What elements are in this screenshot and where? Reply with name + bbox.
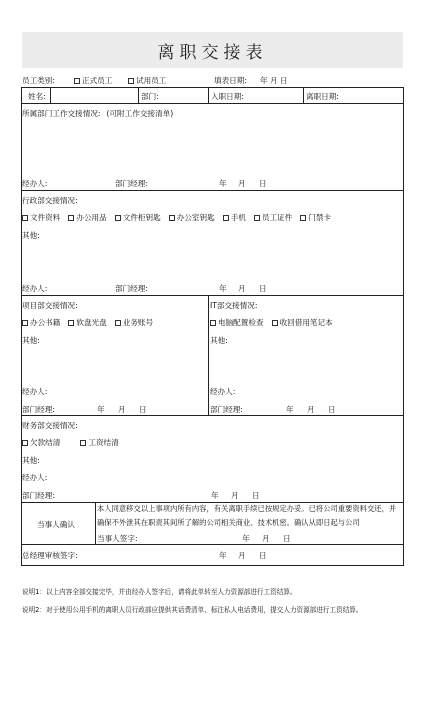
join-date-field[interactable] <box>252 88 302 102</box>
project-date-day: 日 <box>139 405 147 414</box>
dept-date-month: 月 <box>238 179 246 188</box>
checkbox-icon <box>128 78 134 84</box>
fill-date-label: 填表日期: <box>214 76 247 85</box>
admin-item[interactable]: 员工证件 <box>254 212 292 223</box>
it-handler-label: 经办人: <box>210 387 236 396</box>
party-signature-label: 当事人签字: <box>97 534 138 543</box>
admin-date-day: 日 <box>259 284 267 293</box>
admin-other-field[interactable] <box>50 228 400 278</box>
finance-handover-heading: 财务部交接情况: <box>22 421 78 430</box>
note-2: 说明2：对于使用公用手机的离职人员行政部应提供其话费清单、标注私人电话费用，提交人力资源部进行工资结算。 <box>22 606 363 614</box>
regular-employee-option[interactable]: 正式员工 <box>74 75 112 86</box>
department-label: 部门: <box>141 92 159 101</box>
finance-date-month: 月 <box>231 491 239 500</box>
checkbox-icon <box>68 215 74 221</box>
checkbox-icon <box>68 320 74 326</box>
it-items-list <box>210 317 341 328</box>
admin-item[interactable]: 门禁卡 <box>300 212 331 223</box>
dept-date-day: 日 <box>259 179 267 188</box>
admin-item[interactable]: 办公用品 <box>68 212 106 223</box>
project-manager-label: 部门经理: <box>22 405 55 414</box>
finance-date-day: 日 <box>252 491 260 500</box>
it-handover-heading: IT部交接情况: <box>210 301 258 310</box>
checkbox-icon <box>22 440 28 446</box>
checkbox-icon <box>223 215 229 221</box>
party-signature-field[interactable] <box>145 531 215 543</box>
checkbox-icon <box>272 320 278 326</box>
checkbox-icon <box>80 440 86 446</box>
dept-date-year: 年 <box>219 179 227 188</box>
it-manager-label: 部门经理: <box>210 405 243 414</box>
confirmation-statement: 本人同意移交以上事项内所有内容，有关离职手续已按规定办妥。已将公司重要资料交还，并确保不外泄其在职责其间所了解的公司相关商业、技术机密。确认从即日起与公司 <box>97 504 397 527</box>
leave-date-field[interactable] <box>348 88 402 102</box>
admin-manager-label: 部门经理: <box>115 284 148 293</box>
checkbox-icon <box>115 215 121 221</box>
finance-manager-label: 部门经理: <box>22 491 55 500</box>
project-other-label: 其他: <box>22 336 40 345</box>
confirm-date-year: 年 <box>242 534 250 543</box>
divider <box>21 295 404 296</box>
admin-item[interactable]: 文件资料 <box>22 212 60 223</box>
finance-handler-label: 经办人: <box>22 473 48 482</box>
dept-handover-heading: 所属部门工作交接情况: (可附工作交接清单) <box>22 109 174 118</box>
project-handover-heading: 项目部交接情况: <box>22 301 78 310</box>
project-handler-label: 经办人: <box>22 387 48 396</box>
finance-item[interactable]: 欠款结清 <box>22 437 60 448</box>
probation-employee-option[interactable]: 试用员工 <box>128 75 166 86</box>
gm-date-month: 月 <box>238 551 246 560</box>
dept-handler-label: 经办人: <box>22 179 48 188</box>
finance-item[interactable]: 工资结清 <box>80 437 118 448</box>
project-date-year: 年 <box>97 405 105 414</box>
page-title: 离职交接表 <box>22 32 403 68</box>
it-item[interactable]: 电脑配置检查 <box>210 317 264 328</box>
department-field[interactable] <box>162 88 207 102</box>
divider <box>208 87 209 103</box>
gm-date-day: 日 <box>259 551 267 560</box>
leave-date-label: 离职日期: <box>306 92 339 101</box>
divider <box>21 544 404 545</box>
it-date-year: 年 <box>286 405 294 414</box>
checkbox-icon <box>115 320 121 326</box>
checkbox-icon <box>210 320 216 326</box>
dept-manager-label: 部门经理: <box>115 179 148 188</box>
admin-items-list <box>22 212 339 223</box>
admin-item[interactable]: 办公室钥匙 <box>169 212 215 223</box>
admin-item[interactable]: 文件柜钥匙 <box>115 212 161 223</box>
confirm-date-day: 日 <box>283 534 291 543</box>
admin-other-label: 其他: <box>22 231 40 240</box>
admin-date-month: 月 <box>238 284 246 293</box>
project-item[interactable]: 软盘光盘 <box>68 317 106 328</box>
admin-date-year: 年 <box>219 284 227 293</box>
name-field[interactable] <box>51 88 137 102</box>
admin-handler-label: 经办人: <box>22 284 48 293</box>
divider <box>95 502 96 544</box>
checkbox-icon <box>254 215 260 221</box>
divider <box>303 87 304 103</box>
it-other-field[interactable] <box>238 333 400 378</box>
checkbox-icon <box>300 215 306 221</box>
it-date-day: 日 <box>328 405 336 414</box>
divider <box>21 415 404 416</box>
checkbox-icon <box>169 215 175 221</box>
finance-date-year: 年 <box>211 491 219 500</box>
checkbox-icon <box>22 215 28 221</box>
it-other-label: 其他: <box>210 336 228 345</box>
divider <box>138 87 139 103</box>
employee-category-label: 员工类别: <box>22 76 55 85</box>
checkbox-icon <box>74 78 80 84</box>
gm-date-year: 年 <box>219 551 227 560</box>
party-confirm-label: 当事人确认 <box>37 520 75 529</box>
confirm-date-month: 月 <box>262 534 270 543</box>
gm-signature-field[interactable] <box>85 547 205 561</box>
admin-item[interactable]: 手机 <box>223 212 246 223</box>
project-date-month: 月 <box>118 405 126 414</box>
it-item[interactable]: 收回借用笔记本 <box>272 317 333 328</box>
divider <box>21 103 404 104</box>
join-date-label: 入职日期: <box>211 92 244 101</box>
project-item[interactable]: 业务账号 <box>115 317 153 328</box>
divider <box>21 190 404 191</box>
project-item[interactable]: 办公书籍 <box>22 317 60 328</box>
note-1: 说明1：以上内容全部交接完毕，并由经办人签字后，请将此单转至人力资源部进行工资结算。 <box>22 588 297 596</box>
finance-other-field[interactable] <box>50 453 400 467</box>
project-other-field[interactable] <box>50 333 205 378</box>
fill-date-value: 年 月 日 <box>260 76 288 85</box>
project-items-list <box>22 317 161 328</box>
divider <box>208 295 209 415</box>
checkbox-icon <box>22 320 28 326</box>
admin-handover-heading: 行政部交接情况: <box>22 196 78 205</box>
finance-other-label: 其他: <box>22 456 40 465</box>
dept-handover-notes-area[interactable] <box>22 122 402 172</box>
gm-signature-label: 总经理审核签字: <box>22 551 78 560</box>
name-label: 姓名: <box>28 92 46 101</box>
it-date-month: 月 <box>307 405 315 414</box>
finance-items-list <box>22 437 127 448</box>
